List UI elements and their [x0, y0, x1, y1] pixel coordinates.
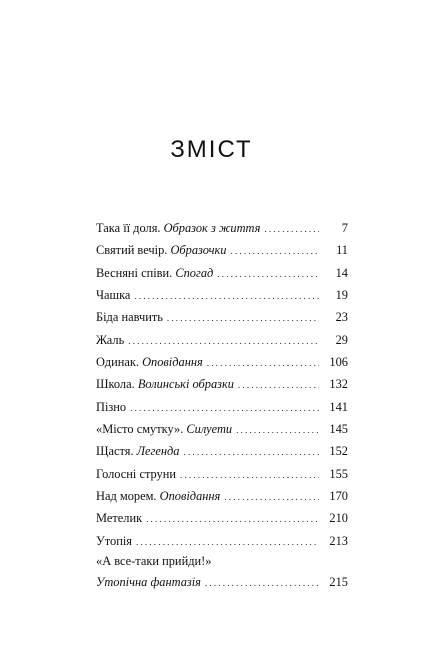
- toc-page-number: 7: [341, 221, 348, 235]
- toc-entry-label: Метелик: [96, 511, 143, 526]
- dot-leader: [136, 531, 319, 553]
- toc-entry: [96, 306, 348, 328]
- toc-entry-label: Щастя. Легенда: [96, 444, 180, 459]
- dot-leader: [207, 352, 319, 374]
- dot-leader: [130, 397, 319, 419]
- toc-page-number: 141: [329, 399, 348, 414]
- toc-page-number: 106: [329, 355, 348, 370]
- toc-entry-label: «Місто смутку». Силуети: [96, 422, 233, 437]
- toc-page-number: 213: [329, 533, 348, 548]
- dot-leader: [134, 285, 319, 307]
- toc-page-number: 132: [329, 377, 348, 392]
- dot-leader: [217, 263, 319, 285]
- toc-page-number: 11: [336, 243, 348, 258]
- toc-page-number: 210: [329, 511, 348, 526]
- dot-leader: [205, 572, 319, 594]
- page-title: ЗМІСТ: [170, 136, 253, 163]
- dot-leader: [224, 486, 319, 508]
- dot-leader: [184, 441, 320, 463]
- toc-entry-label: Одинак. Оповідання: [96, 355, 203, 370]
- toc-entry-subtitle-line: [96, 571, 348, 593]
- toc-entry: [96, 463, 348, 485]
- toc-entry-label: Утопічна фантазія: [96, 575, 201, 590]
- toc-entry: [96, 284, 348, 306]
- toc-entry-title-line: [96, 552, 348, 571]
- toc-entry-label: Жаль: [96, 332, 125, 347]
- dot-leader: [167, 307, 319, 329]
- toc-entry-label: Пізно: [96, 399, 127, 414]
- toc-entry-label: Така її доля. Образок з життя: [96, 221, 261, 235]
- toc-entry: [96, 217, 348, 239]
- dot-leader: [264, 218, 319, 240]
- toc-entry: [96, 485, 348, 507]
- dot-leader: [146, 508, 319, 530]
- toc-entry: [96, 329, 348, 351]
- toc-page-number: 215: [329, 575, 348, 590]
- toc-page-number: 29: [335, 332, 348, 347]
- toc-entry: [96, 530, 348, 552]
- toc-page-number: 23: [335, 310, 348, 325]
- toc-entry: [96, 507, 348, 529]
- toc-entry-label: Біда навчить: [96, 310, 163, 325]
- toc-page-number: 14: [335, 265, 348, 280]
- toc-page-number: 19: [335, 288, 348, 303]
- toc-entry-label: «А все-таки прийди!»: [96, 554, 212, 569]
- toc-page-number: 170: [329, 489, 348, 504]
- dot-leader: [180, 464, 319, 486]
- dot-leader: [238, 374, 319, 396]
- dot-leader: [128, 330, 319, 352]
- toc-page-number: 145: [329, 422, 348, 437]
- toc-entry: [96, 373, 348, 395]
- toc-entry: [96, 418, 348, 440]
- toc-entry-label: Весняні співи. Спогад: [96, 265, 214, 280]
- toc-entry: [96, 351, 348, 373]
- toc-entry-label: Над морем. Оповідання: [96, 489, 221, 504]
- dot-leader: [236, 419, 319, 441]
- toc-entry: [96, 440, 348, 462]
- toc-entry: [96, 396, 348, 418]
- toc-entry-label: Голосні струни: [96, 466, 177, 481]
- toc-entry-label: Святий вечір. Образочки: [96, 243, 227, 258]
- dot-leader: [231, 240, 319, 262]
- toc-entry: [96, 262, 348, 284]
- toc-entry-label: Чашка: [96, 288, 131, 303]
- toc-page-number: 152: [329, 444, 348, 459]
- toc-page-number: 155: [329, 466, 348, 481]
- table-of-contents: [96, 217, 348, 594]
- toc-entry-label: Школа. Волинські образки: [96, 377, 234, 392]
- toc-entry: [96, 239, 348, 261]
- toc-entry-label: Утопія: [96, 533, 132, 548]
